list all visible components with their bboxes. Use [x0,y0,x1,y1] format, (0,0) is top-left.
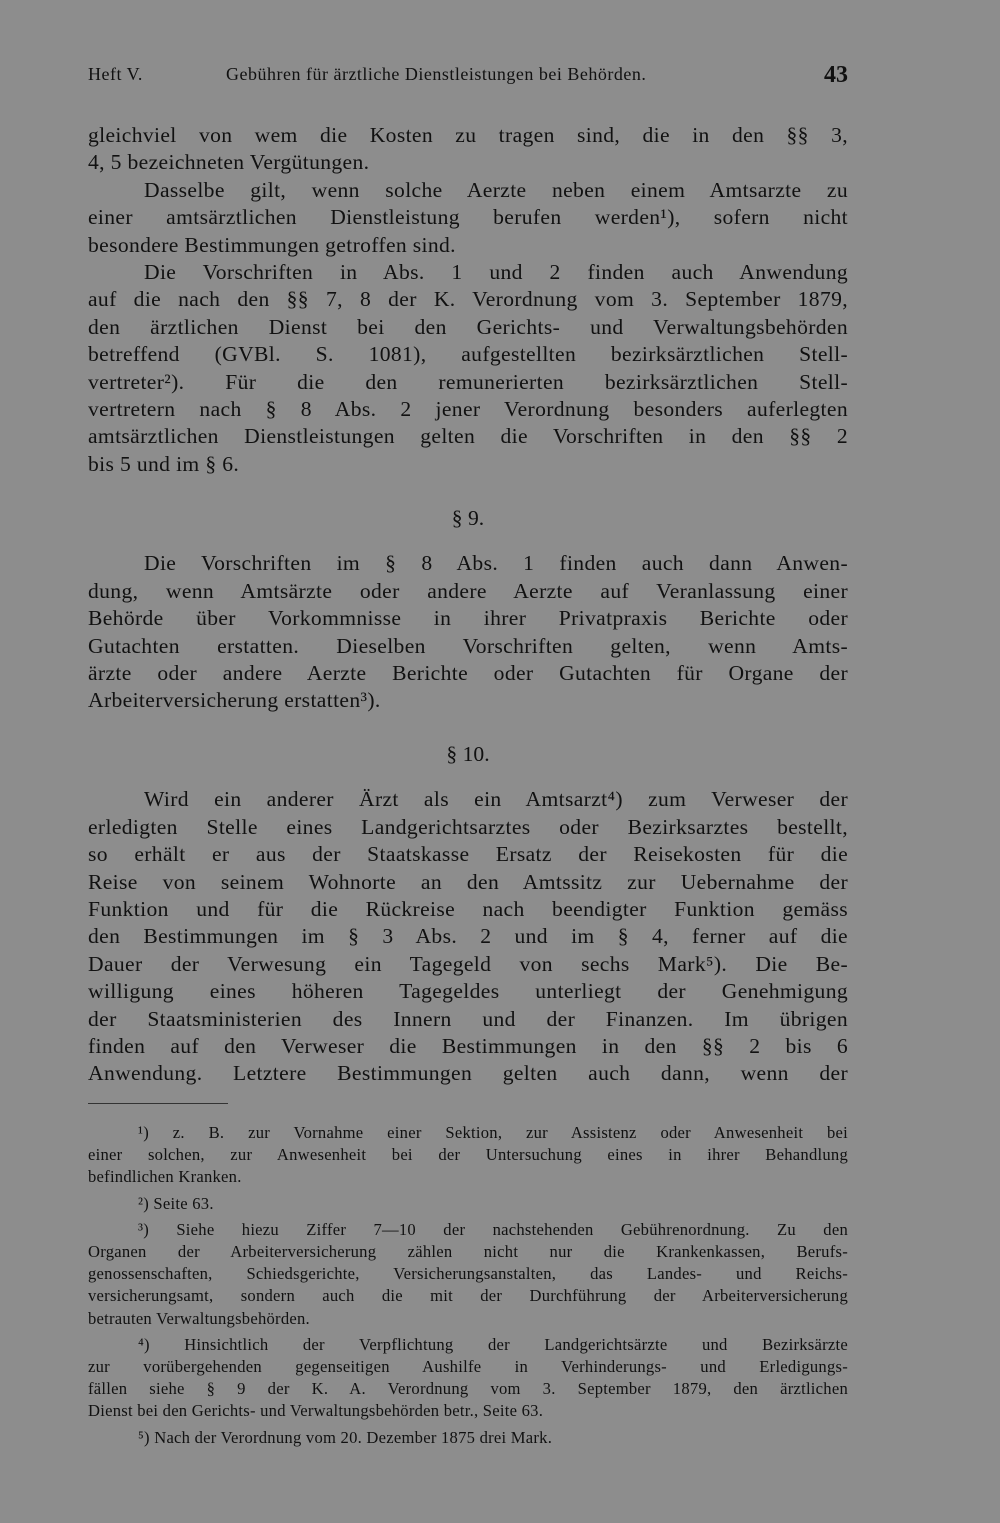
text-line: Anwendung. Letztere Bestimmungen gelten auch dann, wenn der [88,1061,848,1086]
footnote-line: ²) Seite 63. [138,1193,214,1213]
text-line: Dasselbe gilt, wenn solche Aerzte neben einem Amtsarzte zu [144,177,848,202]
footnote-line: ³) Siehe hiezu Ziffer 7—10 der nachstehenden Gebührenordnung. Zu den [138,1219,848,1239]
footnote-line: Dienst bei den Gerichts- und Verwaltungsbehörden betr., Seite 63. [88,1401,544,1421]
section-10 [88,741,848,1088]
text-line: den ärztlichen Dienst bei den Gerichts- und Verwaltungsbehörden [88,314,848,339]
text-line: Dauer der Verwesung ein Tagegeld von sechs Mark⁵). Die Be- [88,951,848,976]
text-line: bis 5 und im § 6. [88,451,240,476]
footnote-line: betrauten Verwaltungsbehörden. [88,1308,310,1328]
footnote-line: zur vorübergehenden gegenseitigen Aushilfe in Verhinderungs- und Erledigungs- [88,1357,848,1377]
running-header [88,64,848,94]
text-line: ärzte oder andere Aerzte Berichte oder Gutachten für Organe der [88,661,848,686]
text-line: so erhält er aus der Staatskasse Ersatz der Reisekosten für die [88,842,848,867]
footnote-line: ⁴) Hinsichtlich der Verpflichtung der Landgerichtsärzte und Bezirksärzte [138,1334,848,1354]
footnote-line: einer solchen, zur Anwesenheit bei der Untersuchung eines in ihrer Behandlung [88,1145,848,1165]
text-line: finden auf den Verweser die Bestimmungen in den §§ 2 bis 6 [88,1034,848,1059]
text-line: amtsärztlichen Dienstleistungen gelten die Vorschriften in den §§ 2 [88,424,848,449]
footnote-divider [88,1103,228,1104]
text-line: erledigten Stelle eines Landgerichtsarztes oder Bezirksarztes bestellt, [88,814,848,839]
text-line: vertretern nach § 8 Abs. 2 jener Verordnung besonders auferlegten [88,397,848,422]
text-line: willigung eines höheren Tagegeldes unterliegt der Genehmigung [88,979,848,1004]
text-line: Reise von seinem Wohnorte an den Amtssitz zur Uebernahme der [88,869,848,894]
text-line: Wird ein anderer Ärzt als ein Amtsarzt⁴) zum Verweser der [144,787,848,812]
footnote-line: versicherungsamt, sondern auch die mit der Durchführung der Arbeiterversicherung [88,1286,848,1306]
footnote-line: ¹) z. B. zur Vornahme einer Sektion, zur Assistenz oder Anwesenheit bei [138,1123,848,1142]
running-title: Gebühren für ärztliche Dienstleistungen bei Behörden. [226,64,647,84]
text-line: Die Vorschriften in Abs. 1 und 2 finden auch Anwendung [144,260,848,285]
text-line: einer amtsärztlichen Dienstleistung berufen werden¹), sofern nicht [88,205,848,230]
text-line: den Bestimmungen im § 3 Abs. 2 und im § 4, ferner auf die [88,924,848,949]
text-line: der Staatsministerien des Innern und der Finanzen. Im übrigen [88,1006,848,1031]
footnote-line: fällen siehe § 9 der K. A. Verordnung vom 3. September 1879, den ärztlichen [88,1379,848,1399]
text-line: Gutachten erstatten. Dieselben Vorschriften gelten, wenn Amts- [88,633,848,658]
text-line: Die Vorschriften im § 8 Abs. 1 finden auch dann Anwen- [144,551,848,576]
text-line: 4, 5 bezeichneten Vergütungen. [88,150,370,175]
text-line: gleichviel von wem die Kosten zu tragen sind, die in den §§ 3, [88,123,848,147]
section-heading: § 10. [446,742,490,766]
page-number: 43 [824,62,848,88]
text-line: Arbeiterversicherung erstatten³). [88,688,381,713]
text-line: dung, wenn Amtsärzte oder andere Aerzte auf Veranlassung einer [88,578,848,603]
text-line: Behörde über Vorkommnisse in ihrer Privatpraxis Berichte oder [88,606,848,631]
text-line: betreffend (GVBl. S. 1081), aufgestellten bezirksärztlichen Stell- [88,342,848,367]
text-line: Funktion und für die Rückreise nach beendigter Funktion gemäss [88,897,848,922]
section-9 [88,505,848,715]
text-line: besondere Bestimmungen getroffen sind. [88,232,456,257]
footnote-line: befindlichen Kranken. [88,1167,242,1187]
footnote-line: ⁵) Nach der Verordnung vom 20. Dezember 1875 drei Mark. [138,1427,553,1447]
footnotes [88,1122,848,1449]
issue-label: Heft V. [88,64,143,84]
section-8-continuation [88,122,848,478]
text-line: auf die nach den §§ 7, 8 der K. Verordnung vom 3. September 1879, [88,287,848,312]
section-heading: § 9. [451,506,485,530]
text-line: vertreter²). Für die den remunerierten bezirksärztlichen Stell- [88,369,848,394]
footnote-line: Organen der Arbeiterversicherung zählen nicht nur die Krankenkassen, Berufs- [88,1242,848,1262]
footnote-line: genossenschaften, Schiedsgerichte, Versicherungsanstalten, das Landes- und Reichs- [88,1264,848,1284]
